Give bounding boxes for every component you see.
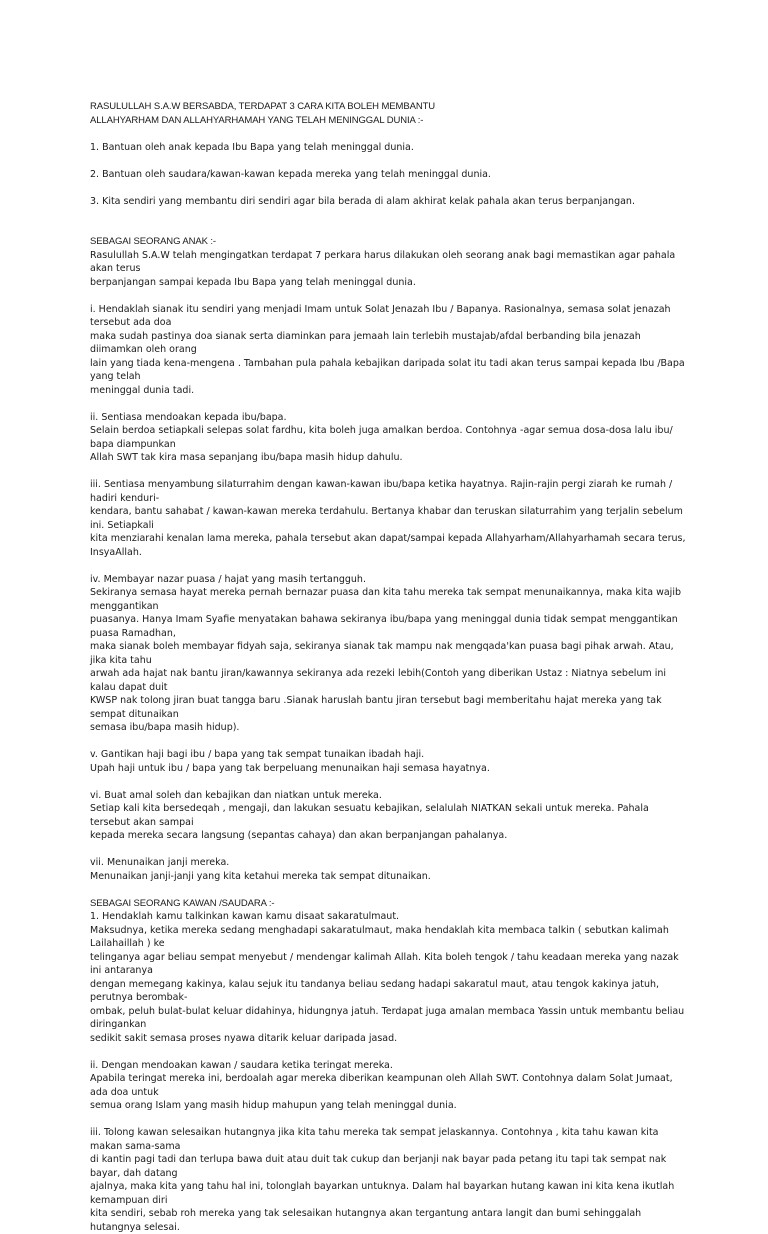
kawan-point-1-line: 1. Hendaklah kamu talkinkan kawan kamu disaat sakaratulmaut.: [90, 911, 400, 922]
anak-point-4-line: semasa ibu/bapa masih hidup).: [90, 722, 240, 733]
anak-point-7-line: Menunaikan janji-janji yang kita ketahui mereka tak sempat ditunaikan.: [90, 870, 431, 882]
anak-point-3-line: kita menziarahi kenalan lama mereka, pahala tersebut akan dapat/sampai kepada Allahyarham/Allahyarhamah secara terus, InsyaAllah.: [90, 533, 686, 558]
anak-point-4-line: maka sianak boleh membayar fidyah saja, sekiranya sianak tak mampu nak mengqada'kan puasa bagi pihak arwah. Atau, jika kita tahu: [90, 641, 674, 666]
section-heading-anak: SEBAGAI SEORANG ANAK :-: [90, 236, 216, 247]
anak-point-4-line: puasanya. Hanya Imam Syafie menyatakan bahawa sekiranya ibu/bapa yang meninggal dunia tidak sempat menggantikan puasa Ramadhan,: [90, 614, 678, 639]
anak-point-3-line: kendara, bantu sahabat / kawan-kawan mereka terdahulu. Bertanya khabar dan teruskan silaturrahim yang terjalin sebelum ini. Setiapkali: [90, 506, 683, 531]
anak-point-3-line: iii. Sentiasa menyambung silaturrahim dengan kawan-kawan ibu/bapa ketika hayatnya. Rajin-rajin pergi ziarah ke rumah / hadiri kenduri-: [90, 479, 673, 504]
anak-intro-line: berpanjangan sampai kepada Ibu Bapa yang telah meninggal dunia.: [90, 276, 416, 288]
anak-point-5-line: Upah haji untuk ibu / bapa yang tak berpeluang menunaikan haji semasa hayatnya.: [90, 762, 490, 774]
section-heading-kawan: SEBAGAI SEORANG KAWAN /SAUDARA :-: [90, 897, 275, 909]
kawan-point-3-line: di kantin pagi tadi dan terlupa bawa duit atau duit tak cukup dan berjanji nak bayar pada petang itu tapi tak sempat nak bayar, dah datang: [90, 1154, 667, 1179]
anak-point-1-line: meninggal dunia tadi.: [90, 384, 195, 396]
intro-item-2: 2. Bantuan oleh saudara/kawan-kawan kepada mereka yang telah meninggal dunia.: [90, 168, 491, 180]
kawan-point-1-line: dengan memegang kakinya, kalau sejuk itu tandanya beliau sedang hadapi sakaratul maut, atau tengok kakinya jatuh, perutnya berombak-: [90, 978, 660, 1003]
kawan-point-1-line: telinganya agar beliau sempat menyebut / mendengar kalimah Allah. Kita boleh tengok / tahu keadaan mereka yang nazak ini antaranya: [90, 951, 679, 976]
anak-point-4-line: arwah ada hajat nak bantu jiran/kawannya sekiranya ada rezeki lebih(Contoh yang diberikan Ustaz : Niatnya sebelum ini kalau dapat duit: [90, 668, 667, 693]
kawan-point-3-line: kita sendiri, sebab roh mereka yang tak selesaikan hutangnya akan tergantung antara langit dan bumi sehinggalah hutangnya selesai.: [90, 1208, 642, 1233]
kawan-point-3-line: iii. Tolong kawan selesaikan hutangnya jika kita tahu mereka tak sempat jelaskannya. Contohnya , kita tahu kawan kita makan sama-sama: [90, 1127, 659, 1152]
anak-point-6-line: Setiap kali kita bersedeqah , mengaji, dan lakukan sesuatu kebajikan, selalulah NIATKAN sekali untuk mereka. Pahala tersebut akan sampai: [90, 803, 649, 828]
kawan-point-1-line: ombak, peluh bulat-bulat keluar didahinya, hidungnya jatuh. Terdapat juga amalan membaca Yassin untuk membantu beliau diringankan: [90, 1005, 685, 1030]
kawan-point-2-line: Apabila teringat mereka ini, berdoalah agar mereka diberikan keampunan oleh Allah SWT. Contohnya dalam Solat Jumaat, ada doa untuk: [90, 1073, 673, 1098]
document-body: [90, 100, 690, 1234]
anak-point-4-line: iv. Membayar nazar puasa / hajat yang masih tertangguh.: [90, 573, 366, 585]
anak-point-1-line: i. Hendaklah sianak itu sendiri yang menjadi Imam untuk Solat Jenazah Ibu / Bapanya. Rasionalnya, semasa solat jenazah tersebut ada doa: [90, 303, 671, 328]
anak-point-1-line: lain yang tiada kena-mengena . Tambahan pula pahala kebajikan daripada solat itu tadi akan terus sampai kepada Ibu /Bapa yang telah: [90, 357, 685, 382]
anak-point-2-line: Selain berdoa setiapkali selepas solat fardhu, kita boleh juga amalkan berdoa. Contohnya -agar semua dosa-dosa lalu ibu/ bapa diampunkan: [90, 425, 673, 450]
anak-point-4-line: KWSP nak tolong jiran buat tangga baru .Sianak haruslah bantu jiran tersebut bagi memberitahu hajat mereka yang tak sempat ditunaikan: [90, 695, 662, 720]
title-line-2: ALLAHYARHAM DAN ALLAHYARHAMAH YANG TELAH MENINGGAL DUNIA :-: [90, 114, 424, 126]
anak-point-2-line: Allah SWT tak kira masa sepanjang ibu/bapa masih hidup dahulu.: [90, 452, 403, 463]
kawan-point-2-line: semua orang Islam yang masih hidup mahupun yang telah meninggal dunia.: [90, 1100, 457, 1111]
anak-point-4-line: Sekiranya semasa hayat mereka pernah bernazar puasa dan kita tahu mereka tak sempat menunaikannya, maka kita wajib menggantikan: [90, 587, 681, 612]
anak-point-7-line: vii. Menunaikan janji mereka.: [90, 857, 230, 868]
intro-item-1: 1. Bantuan oleh anak kepada Ibu Bapa yang telah meninggal dunia.: [90, 141, 414, 153]
anak-point-6-line: kepada mereka secara langsung (sepantas cahaya) dan akan berpanjangan pahalanya.: [90, 830, 508, 841]
anak-point-5-line: v. Gantikan haji bagi ibu / bapa yang tak sempat tunaikan ibadah haji.: [90, 749, 425, 760]
intro-item-3: 3. Kita sendiri yang membantu diri sendiri agar bila berada di alam akhirat kelak pahala akan terus berpanjangan.: [90, 195, 635, 207]
anak-point-6-line: vi. Buat amal soleh dan kebajikan dan niatkan untuk mereka.: [90, 789, 382, 801]
kawan-point-1-line: Maksudnya, ketika mereka sedang menghadapi sakaratulmaut, maka hendaklah kita membaca talkin ( sebutkan kalimah Lailahaillah ) ke: [90, 924, 669, 949]
kawan-point-2-line: ii. Dengan mendoakan kawan / saudara ketika teringat mereka.: [90, 1059, 393, 1071]
anak-point-2-line: ii. Sentiasa mendoakan kepada ibu/bapa.: [90, 411, 287, 423]
anak-point-1-line: maka sudah pastinya doa sianak serta diaminkan para jemaah lain terlebih mustajab/afdal berbanding bila jenazah diimamkan oleh orang: [90, 330, 641, 355]
anak-intro-line: Rasulullah S.A.W telah mengingatkan terdapat 7 perkara harus dilakukan oleh seorang anak bagi memastikan agar pahala akan terus: [90, 249, 676, 274]
kawan-point-1-line: sedikit sakit semasa proses nyawa ditarik keluar daripada jasad.: [90, 1032, 398, 1044]
kawan-point-3-line: ajalnya, maka kita yang tahu hal ini, tolonglah bayarkan untuknya. Dalam hal bayarkan hutang kawan ini kita kena ikutlah kemampuan diri: [90, 1181, 675, 1206]
title-line-1: RASULULLAH S.A.W BERSABDA, TERDAPAT 3 CARA KITA BOLEH MEMBANTU: [90, 101, 436, 112]
